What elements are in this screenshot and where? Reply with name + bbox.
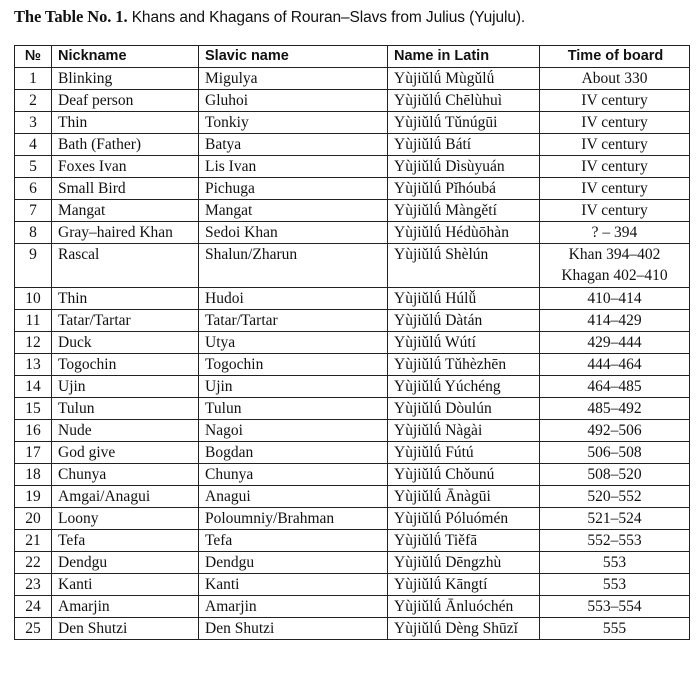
table-row — [15, 90, 690, 112]
table-row — [15, 354, 690, 376]
time-of-board-line: 508–520 — [587, 466, 642, 483]
time-of-board-cell — [540, 618, 690, 640]
nickname-cell: Nude — [52, 420, 199, 442]
table-row — [15, 244, 690, 288]
time-of-board-cell — [540, 222, 690, 244]
nickname-cell: Small Bird — [52, 178, 199, 200]
time-of-board-cell — [540, 398, 690, 420]
nickname-cell: Gray–haired Khan — [52, 222, 199, 244]
latin-name-cell: Yùjiǔlǘ Bátí — [388, 134, 540, 156]
caption-lead: The Table No. 1. — [14, 7, 128, 26]
time-of-board-cell — [540, 530, 690, 552]
time-of-board-cell — [540, 464, 690, 486]
table-body — [15, 68, 690, 640]
nickname-cell: Togochin — [52, 354, 199, 376]
header-number: № — [15, 46, 52, 68]
latin-name-cell: Yùjiǔlǘ Chēlùhuì — [388, 90, 540, 112]
slavic-name-cell: Kanti — [199, 574, 388, 596]
time-of-board-cell — [540, 486, 690, 508]
table-row — [15, 486, 690, 508]
row-number: 17 — [15, 442, 52, 464]
header-time-of-board: Time of board — [540, 46, 690, 68]
row-number: 3 — [15, 112, 52, 134]
time-of-board-line: 414–429 — [587, 312, 642, 329]
row-number: 13 — [15, 354, 52, 376]
latin-name-cell: Yùjiǔlǘ Dèng Shūzǐ — [388, 618, 540, 640]
table-caption — [14, 7, 525, 27]
slavic-name-cell: Dendgu — [199, 552, 388, 574]
khans-table — [14, 45, 690, 640]
time-of-board-cell — [540, 90, 690, 112]
nickname-cell: Dendgu — [52, 552, 199, 574]
header-latin-name: Name in Latin — [388, 46, 540, 68]
latin-name-cell: Yùjiǔlǘ Ānluóchén — [388, 596, 540, 618]
table-row — [15, 442, 690, 464]
slavic-name-cell: Utya — [199, 332, 388, 354]
table-row — [15, 178, 690, 200]
nickname-cell: Ujin — [52, 376, 199, 398]
time-of-board-line: 552–553 — [587, 532, 642, 549]
row-number: 12 — [15, 332, 52, 354]
slavic-name-cell: Tefa — [199, 530, 388, 552]
time-of-board-line: Khan 394–402 — [568, 246, 661, 263]
table-row — [15, 288, 690, 310]
nickname-cell: Thin — [52, 288, 199, 310]
row-number: 23 — [15, 574, 52, 596]
header-slavic-name: Slavic name — [199, 46, 388, 68]
time-of-board-cell — [540, 552, 690, 574]
nickname-cell: Foxes Ivan — [52, 156, 199, 178]
time-of-board-cell — [540, 68, 690, 90]
slavic-name-cell: Nagoi — [199, 420, 388, 442]
table-row — [15, 574, 690, 596]
latin-name-cell: Yùjiǔlǘ Dēngzhù — [388, 552, 540, 574]
latin-name-cell: Yùjiǔlǘ Yúchéng — [388, 376, 540, 398]
row-number: 15 — [15, 398, 52, 420]
row-number: 19 — [15, 486, 52, 508]
latin-name-cell: Yùjiǔlǘ Hédùōhàn — [388, 222, 540, 244]
time-of-board-line: 520–552 — [587, 488, 642, 505]
slavic-name-cell: Migulya — [199, 68, 388, 90]
slavic-name-cell: Lis Ivan — [199, 156, 388, 178]
row-number: 18 — [15, 464, 52, 486]
time-of-board-line: 429–444 — [587, 334, 642, 351]
row-number: 21 — [15, 530, 52, 552]
row-number: 7 — [15, 200, 52, 222]
row-number: 16 — [15, 420, 52, 442]
time-of-board-line: IV century — [581, 180, 648, 197]
latin-name-cell: Yùjiǔlǘ Wútí — [388, 332, 540, 354]
table-row — [15, 508, 690, 530]
table-row — [15, 200, 690, 222]
slavic-name-cell: Tonkiy — [199, 112, 388, 134]
nickname-cell: Blinking — [52, 68, 199, 90]
latin-name-cell: Yùjiǔlǘ Mùgǔlǘ — [388, 68, 540, 90]
time-of-board-line: 553 — [602, 576, 627, 593]
latin-name-cell: Yùjiǔlǘ Tǔhèzhēn — [388, 354, 540, 376]
row-number: 9 — [15, 244, 52, 288]
table-row — [15, 134, 690, 156]
row-number: 10 — [15, 288, 52, 310]
time-of-board-cell — [540, 376, 690, 398]
caption-text: Khans and Khagans of Rouran–Slavs from Julius (Yujulu). — [127, 9, 526, 26]
time-of-board-line: IV century — [581, 136, 648, 153]
latin-name-cell: Yùjiǔlǘ Tǔnúgūi — [388, 112, 540, 134]
nickname-cell: Deaf person — [52, 90, 199, 112]
time-of-board-line: IV century — [581, 114, 648, 131]
time-of-board-line: 444–464 — [587, 356, 642, 373]
time-of-board-cell — [540, 310, 690, 332]
time-of-board-cell — [540, 332, 690, 354]
nickname-cell: Chunya — [52, 464, 199, 486]
latin-name-cell: Yùjiǔlǘ Tiěfā — [388, 530, 540, 552]
time-of-board-line: 555 — [602, 620, 627, 637]
latin-name-cell: Yùjiǔlǘ Dàtán — [388, 310, 540, 332]
latin-name-cell: Yùjiǔlǘ Shèlún — [388, 244, 540, 288]
slavic-name-cell: Hudoi — [199, 288, 388, 310]
table-row — [15, 398, 690, 420]
row-number: 1 — [15, 68, 52, 90]
nickname-cell: God give — [52, 442, 199, 464]
time-of-board-cell — [540, 112, 690, 134]
table-row — [15, 618, 690, 640]
time-of-board-line: IV century — [581, 158, 648, 175]
table-row — [15, 68, 690, 90]
time-of-board-cell — [540, 596, 690, 618]
latin-name-cell: Yùjiǔlǘ Màngětí — [388, 200, 540, 222]
time-of-board-cell — [540, 156, 690, 178]
nickname-cell: Amarjin — [52, 596, 199, 618]
slavic-name-cell: Togochin — [199, 354, 388, 376]
nickname-cell: Thin — [52, 112, 199, 134]
latin-name-cell: Yùjiǔlǘ Ānàgūi — [388, 486, 540, 508]
table-row — [15, 376, 690, 398]
latin-name-cell: Yùjiǔlǘ Dòulún — [388, 398, 540, 420]
time-of-board-cell — [540, 244, 690, 288]
nickname-cell: Mangat — [52, 200, 199, 222]
slavic-name-cell: Tulun — [199, 398, 388, 420]
slavic-name-cell: Chunya — [199, 464, 388, 486]
latin-name-cell: Yùjiǔlǘ Pǐhóubá — [388, 178, 540, 200]
nickname-cell: Kanti — [52, 574, 199, 596]
table-row — [15, 530, 690, 552]
table-row — [15, 596, 690, 618]
time-of-board-line: Khagan 402–410 — [561, 267, 668, 284]
time-of-board-line: IV century — [581, 92, 648, 109]
nickname-cell: Duck — [52, 332, 199, 354]
row-number: 4 — [15, 134, 52, 156]
slavic-name-cell: Mangat — [199, 200, 388, 222]
nickname-cell: Loony — [52, 508, 199, 530]
time-of-board-cell — [540, 134, 690, 156]
table-row — [15, 310, 690, 332]
slavic-name-cell: Poloumniy/Brahman — [199, 508, 388, 530]
time-of-board-cell — [540, 574, 690, 596]
row-number: 14 — [15, 376, 52, 398]
time-of-board-line: 464–485 — [587, 378, 642, 395]
latin-name-cell: Yùjiǔlǘ Chǒunú — [388, 464, 540, 486]
row-number: 5 — [15, 156, 52, 178]
latin-name-cell: Yùjiǔlǘ Húlǚ — [388, 288, 540, 310]
slavic-name-cell: Pichuga — [199, 178, 388, 200]
latin-name-cell: Yùjiǔlǘ Dìsùyuán — [388, 156, 540, 178]
slavic-name-cell: Ujin — [199, 376, 388, 398]
table-row — [15, 112, 690, 134]
slavic-name-cell: Bogdan — [199, 442, 388, 464]
row-number: 8 — [15, 222, 52, 244]
time-of-board-line: ? – 394 — [591, 224, 638, 241]
nickname-cell: Rascal — [52, 244, 199, 288]
table-row — [15, 156, 690, 178]
row-number: 6 — [15, 178, 52, 200]
time-of-board-line: 521–524 — [587, 510, 642, 527]
slavic-name-cell: Amarjin — [199, 596, 388, 618]
latin-name-cell: Yùjiǔlǘ Fútú — [388, 442, 540, 464]
nickname-cell: Den Shutzi — [52, 618, 199, 640]
nickname-cell: Bath (Father) — [52, 134, 199, 156]
time-of-board-line: 506–508 — [587, 444, 642, 461]
time-of-board-cell — [540, 200, 690, 222]
slavic-name-cell: Anagui — [199, 486, 388, 508]
latin-name-cell: Yùjiǔlǘ Nàgài — [388, 420, 540, 442]
nickname-cell: Tulun — [52, 398, 199, 420]
slavic-name-cell: Den Shutzi — [199, 618, 388, 640]
latin-name-cell: Yùjiǔlǘ Kāngtí — [388, 574, 540, 596]
time-of-board-cell — [540, 442, 690, 464]
row-number: 2 — [15, 90, 52, 112]
table-row — [15, 332, 690, 354]
time-of-board-cell — [540, 178, 690, 200]
table-row — [15, 420, 690, 442]
row-number: 25 — [15, 618, 52, 640]
table-row — [15, 464, 690, 486]
time-of-board-line: About 330 — [581, 70, 648, 87]
row-number: 24 — [15, 596, 52, 618]
slavic-name-cell: Gluhoi — [199, 90, 388, 112]
time-of-board-line: 410–414 — [587, 290, 642, 307]
table-row — [15, 222, 690, 244]
slavic-name-cell: Sedoi Khan — [199, 222, 388, 244]
latin-name-cell: Yùjiǔlǘ Póluómén — [388, 508, 540, 530]
row-number: 22 — [15, 552, 52, 574]
time-of-board-line: 492–506 — [587, 422, 642, 439]
time-of-board-cell — [540, 508, 690, 530]
time-of-board-cell — [540, 354, 690, 376]
time-of-board-cell — [540, 288, 690, 310]
slavic-name-cell: Tatar/Tartar — [199, 310, 388, 332]
time-of-board-line: 553–554 — [587, 598, 642, 615]
time-of-board-cell — [540, 420, 690, 442]
nickname-cell: Amgai/Anagui — [52, 486, 199, 508]
row-number: 20 — [15, 508, 52, 530]
nickname-cell: Tatar/Tartar — [52, 310, 199, 332]
time-of-board-line: 553 — [602, 554, 627, 571]
header-nickname: Nickname — [52, 46, 199, 68]
time-of-board-line: IV century — [581, 202, 648, 219]
header-row — [15, 46, 690, 68]
row-number: 11 — [15, 310, 52, 332]
nickname-cell: Tefa — [52, 530, 199, 552]
slavic-name-cell: Batya — [199, 134, 388, 156]
time-of-board-line: 485–492 — [587, 400, 642, 417]
table-row — [15, 552, 690, 574]
slavic-name-cell: Shalun/Zharun — [199, 244, 388, 288]
